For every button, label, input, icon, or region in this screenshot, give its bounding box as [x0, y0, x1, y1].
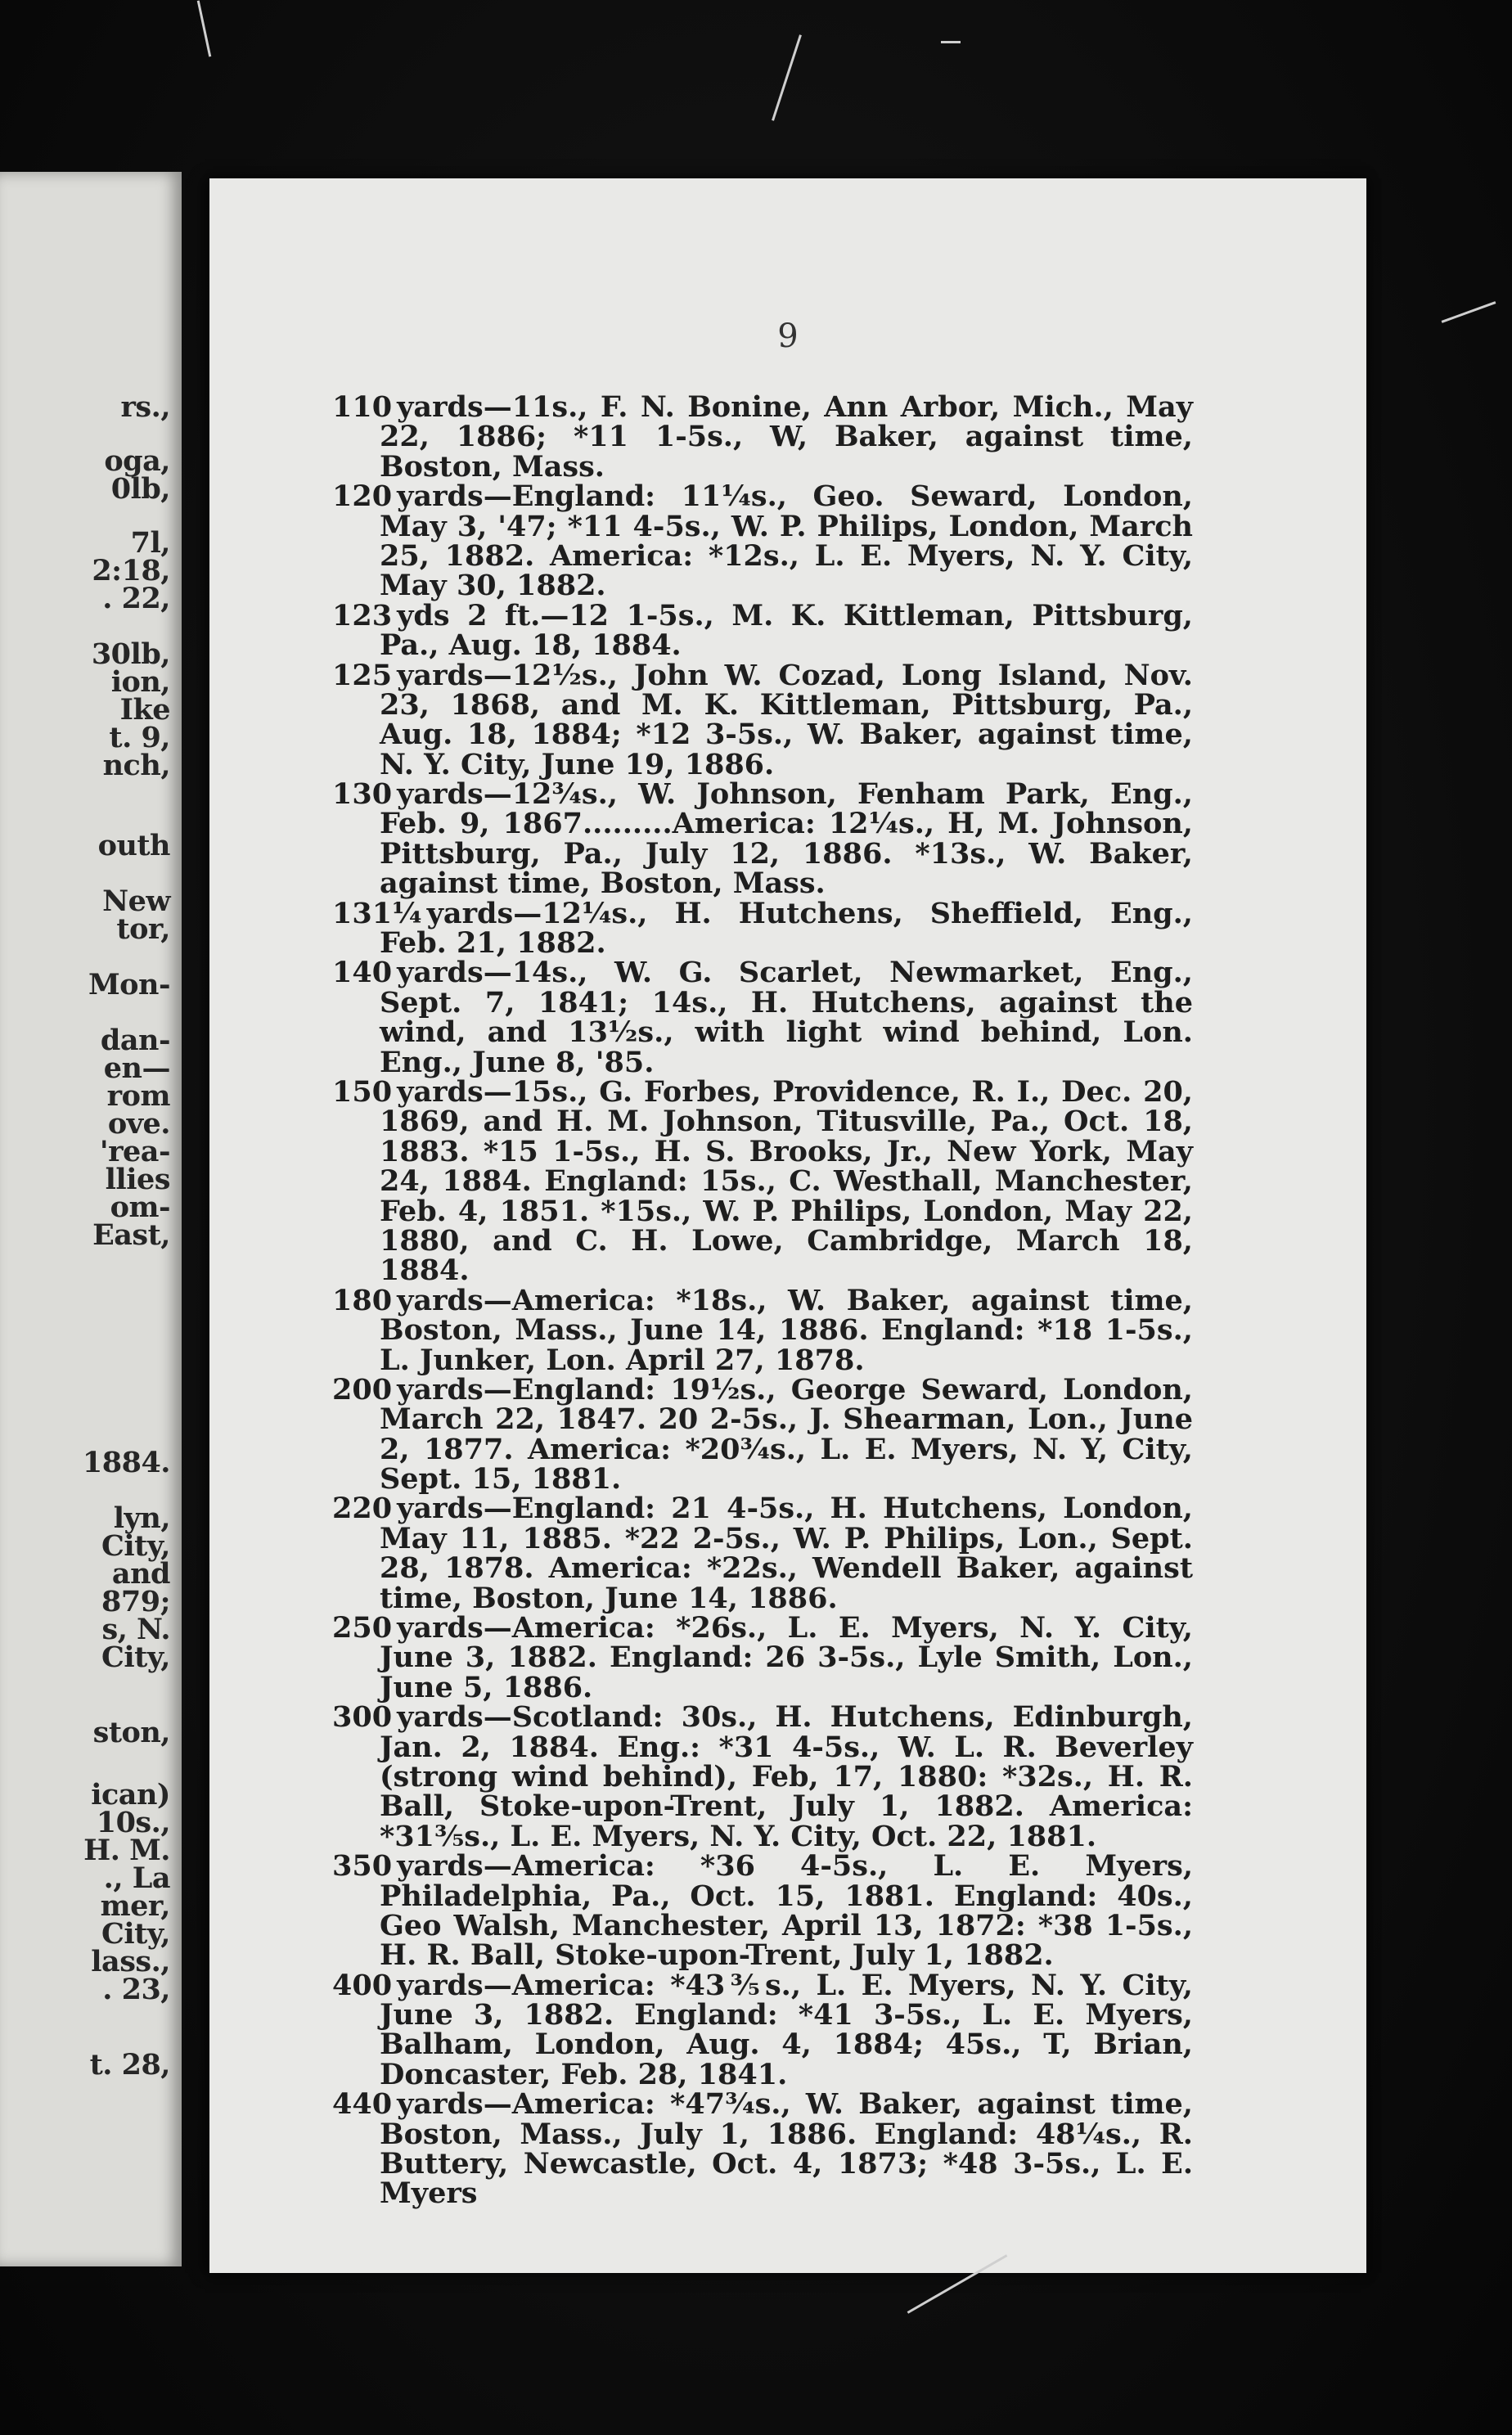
record-entry — [332, 1700, 1193, 1853]
records-list — [332, 390, 1193, 2211]
page-number: 9 — [777, 317, 799, 355]
left-page-fragment-text: 'rea- — [99, 1135, 170, 1168]
record-distance: 200 — [332, 1372, 393, 1407]
record-entry — [332, 896, 1193, 961]
record-entry — [332, 598, 1193, 663]
left-page-fragment-text: ston, — [92, 1716, 170, 1749]
left-page-fragment-text: outh — [97, 829, 170, 862]
left-page-fragment — [0, 172, 182, 2266]
left-page-fragment-text: tor, — [116, 912, 170, 946]
record-distance: 220 — [332, 1492, 393, 1526]
record-entry — [332, 1849, 1193, 1973]
record-entry — [332, 1372, 1193, 1497]
record-entry — [332, 1968, 1193, 2091]
record-distance: 440 — [332, 2087, 393, 2122]
record-distance: 120 — [332, 479, 393, 514]
left-page-fragment-text: Ike — [119, 693, 170, 727]
record-entry — [332, 1494, 1193, 1614]
record-distance: 140 — [332, 956, 393, 990]
record-entry — [332, 1611, 1193, 1704]
left-page-fragment-text: and — [111, 1557, 170, 1591]
left-page-fragment-text: East, — [92, 1218, 170, 1252]
left-page-fragment-text: 879; — [101, 1585, 170, 1618]
left-page-fragment-text: ., La — [103, 1861, 170, 1895]
record-entry — [332, 658, 1193, 781]
left-page-fragment-text: oga, — [104, 444, 170, 478]
left-page-fragment-text: lyn, — [113, 1501, 170, 1535]
left-page-fragment-text: t. 9, — [109, 721, 170, 754]
left-page-fragment-text: rs., — [120, 390, 170, 424]
left-page-fragment-text: t. 28, — [89, 2048, 170, 2082]
left-page-fragment-text: . 22, — [102, 582, 170, 615]
left-page-fragment-text: mer, — [100, 1889, 170, 1923]
record-text: yards—12½s., John W. Cozad, Long Island, Nov. 23, 1868, and M. K. Kittleman, Pittsburg, Pa., Aug. 18, 1884; *12 3-5s., W. Baker, against time, N. Y. City, June 19, 1886. — [380, 658, 1193, 781]
left-page-fragment-text: Mon- — [88, 968, 170, 1001]
left-page-fragment-text: 30lb, — [91, 637, 170, 671]
left-page-fragment-text: 0lb, — [110, 472, 170, 506]
left-page-fragment-text: 1884. — [82, 1446, 170, 1479]
record-distance: 110 — [332, 390, 393, 424]
left-page-fragment-text: City, — [101, 1917, 170, 1951]
left-page-fragment-text: . 23, — [102, 1973, 170, 2006]
record-entry — [332, 1074, 1193, 1288]
record-entry — [332, 390, 1193, 484]
left-page-text-column — [0, 172, 170, 2266]
left-page-fragment-text: 7l, — [130, 526, 170, 560]
record-distance: 400 — [332, 1968, 393, 2002]
record-distance: 300 — [332, 1700, 393, 1735]
left-page-fragment-text: ion, — [110, 665, 170, 699]
record-entry — [332, 2087, 1193, 2211]
record-text: yards—England: 11¼s., Geo. Seward, London, May 3, '47; *11 4-5s., W. P. Philips, London, March 25, 1882. America: *12s., L. E. Myers, N. Y. City, May 30, 1882. — [380, 479, 1193, 603]
record-text: yards—America: *18s., W. Baker, against time, Boston, Mass., June 14, 1886. England: *18 1-5s., L. Junker, Lon. April 27, 1878. — [380, 1283, 1193, 1377]
left-page-fragment-text: 2:18, — [92, 554, 170, 587]
record-text: yards—England: 19½s., George Seward, London, March 22, 1847. 20 2-5s., J. Shearman, Lon., June 2, 1877. America: *20¾s., L. E. Myers, N. Y, City, Sept. 15, 1881. — [380, 1372, 1193, 1497]
left-page-fragment-text: llies — [105, 1163, 170, 1196]
record-text: yards—America: *43⅗s., L. E. Myers, N. Y. City, June 3, 1882. England: *41 3-5s., L. E. Myers, Balham, London, Aug. 4, 1884; 45s., T, Brian, Doncaster, Feb. 28, 1841. — [380, 1968, 1193, 2091]
record-distance: 180 — [332, 1283, 393, 1317]
left-page-fragment-text: s, N. — [101, 1613, 170, 1646]
left-page-fragment-text: ove. — [107, 1107, 170, 1141]
scan-scratch — [941, 41, 961, 43]
record-text: yards—14s., W. G. Scarlet, Newmarket, Eng., Sept. 7, 1841; 14s., H. Hutchens, against the wind, and 13½s., with light wind behind, Lon. Eng., June 8, '85. — [380, 956, 1193, 1079]
left-page-fragment-text: H. M. — [83, 1834, 170, 1867]
left-page-fragment-text: om- — [110, 1190, 170, 1224]
record-distance: 125 — [332, 658, 393, 692]
record-entry — [332, 479, 1193, 603]
record-text: yards—12¾s., W. Johnson, Fenham Park, Eng., Feb. 9, 1867.........America: 12¼s., H, M. Johnson, Pittsburg, Pa., July 12, 1886. *13s., W. Baker, against time, Boston, Mass. — [380, 777, 1193, 901]
left-page-fragment-text: 10s., — [96, 1806, 170, 1839]
record-distance: 123 — [332, 598, 393, 632]
record-distance: 131¼ — [332, 896, 422, 930]
record-text: yards—Scotland: 30s., H. Hutchens, Edinburgh, Jan. 2, 1884. Eng.: *31 4-5s., W. L. R. Beverley (strong wind behind), Feb, 17, 1880: *32s., H. R. Ball, Stoke-upon-Trent, July 1, 1882. America: *31⅗s., L. E. Myers, N. Y. City, Oct. 22, 1881. — [380, 1700, 1193, 1853]
record-distance: 150 — [332, 1074, 393, 1109]
left-page-fragment-text: lass., — [91, 1945, 170, 1978]
record-entry — [332, 777, 1193, 901]
record-distance: 130 — [332, 777, 393, 812]
record-text: yards—America: *36 4-5s., L. E. Myers, Philadelphia, Pa., Oct. 15, 1881. England: 40s., Geo Walsh, Manchester, April 13, 1872: *38 1-5s., H. R. Ball, Stoke-upon-Trent, July 1, 1882. — [380, 1849, 1193, 1973]
scan-scratch — [197, 0, 211, 56]
left-page-fragment-text: rom — [106, 1079, 170, 1113]
record-distance: 350 — [332, 1849, 393, 1884]
left-page-fragment-text: ican) — [91, 1778, 170, 1812]
left-page-fragment-text: en— — [103, 1051, 170, 1085]
record-text: yards—11s., F. N. Bonine, Ann Arbor, Mich., May 22, 1886; *11 1-5s., W, Baker, against time, Boston, Mass. — [380, 390, 1193, 484]
record-text: yards—England: 21 4-5s., H. Hutchens, London, May 11, 1885. *22 2-5s., W. P. Philips, Lon., Sept. 28, 1878. America: *22s., Wendell Baker, against time, Boston, June 14, 1886. — [380, 1492, 1193, 1615]
left-page-fragment-text: New — [102, 884, 170, 918]
scan-scratch — [772, 34, 802, 121]
record-text: yards—15s., G. Forbes, Providence, R. I., Dec. 20, 1869, and H. M. Johnson, Titusville, Pa., Oct. 18, 1883. *15 1-5s., H. S. Brooks, Jr., New York, May 24, 1884. England: 15s., C. Westhall, Manchester, Feb. 4, 1851. *15s., W. P. Philips, London, May 22, 1880, and C. H. Lowe, Cambridge, March 18, 1884. — [380, 1074, 1193, 1288]
record-entry — [332, 958, 1193, 1078]
record-text: yards—12¼s., H. Hutchens, Sheffield, Eng., Feb. 21, 1882. — [380, 896, 1193, 961]
record-distance: 250 — [332, 1611, 393, 1645]
record-entry — [332, 1283, 1193, 1377]
scan-scratch — [1442, 301, 1496, 323]
left-page-fragment-text: City, — [101, 1641, 170, 1674]
record-text: yards—America: *47¾s., W. Baker, against time, Boston, Mass., July 1, 1886. England: 48¼s., R. Buttery, Newcastle, Oct. 4, 1873; *48 3-5s., L. E. Myers — [380, 2087, 1193, 2211]
book-page — [209, 178, 1366, 2273]
record-text: yds 2 ft.—12 1-5s., M. K. Kittleman, Pittsburg, Pa., Aug. 18, 1884. — [380, 598, 1193, 663]
left-page-fragment-text: nch, — [102, 749, 170, 782]
left-page-fragment-text: City, — [101, 1529, 170, 1563]
left-page-fragment-text: dan- — [100, 1024, 170, 1057]
record-text: yards—America: *26s., L. E. Myers, N. Y. City, June 3, 1882. England: 26 3-5s., Lyle Smith, Lon., June 5, 1886. — [380, 1611, 1193, 1704]
